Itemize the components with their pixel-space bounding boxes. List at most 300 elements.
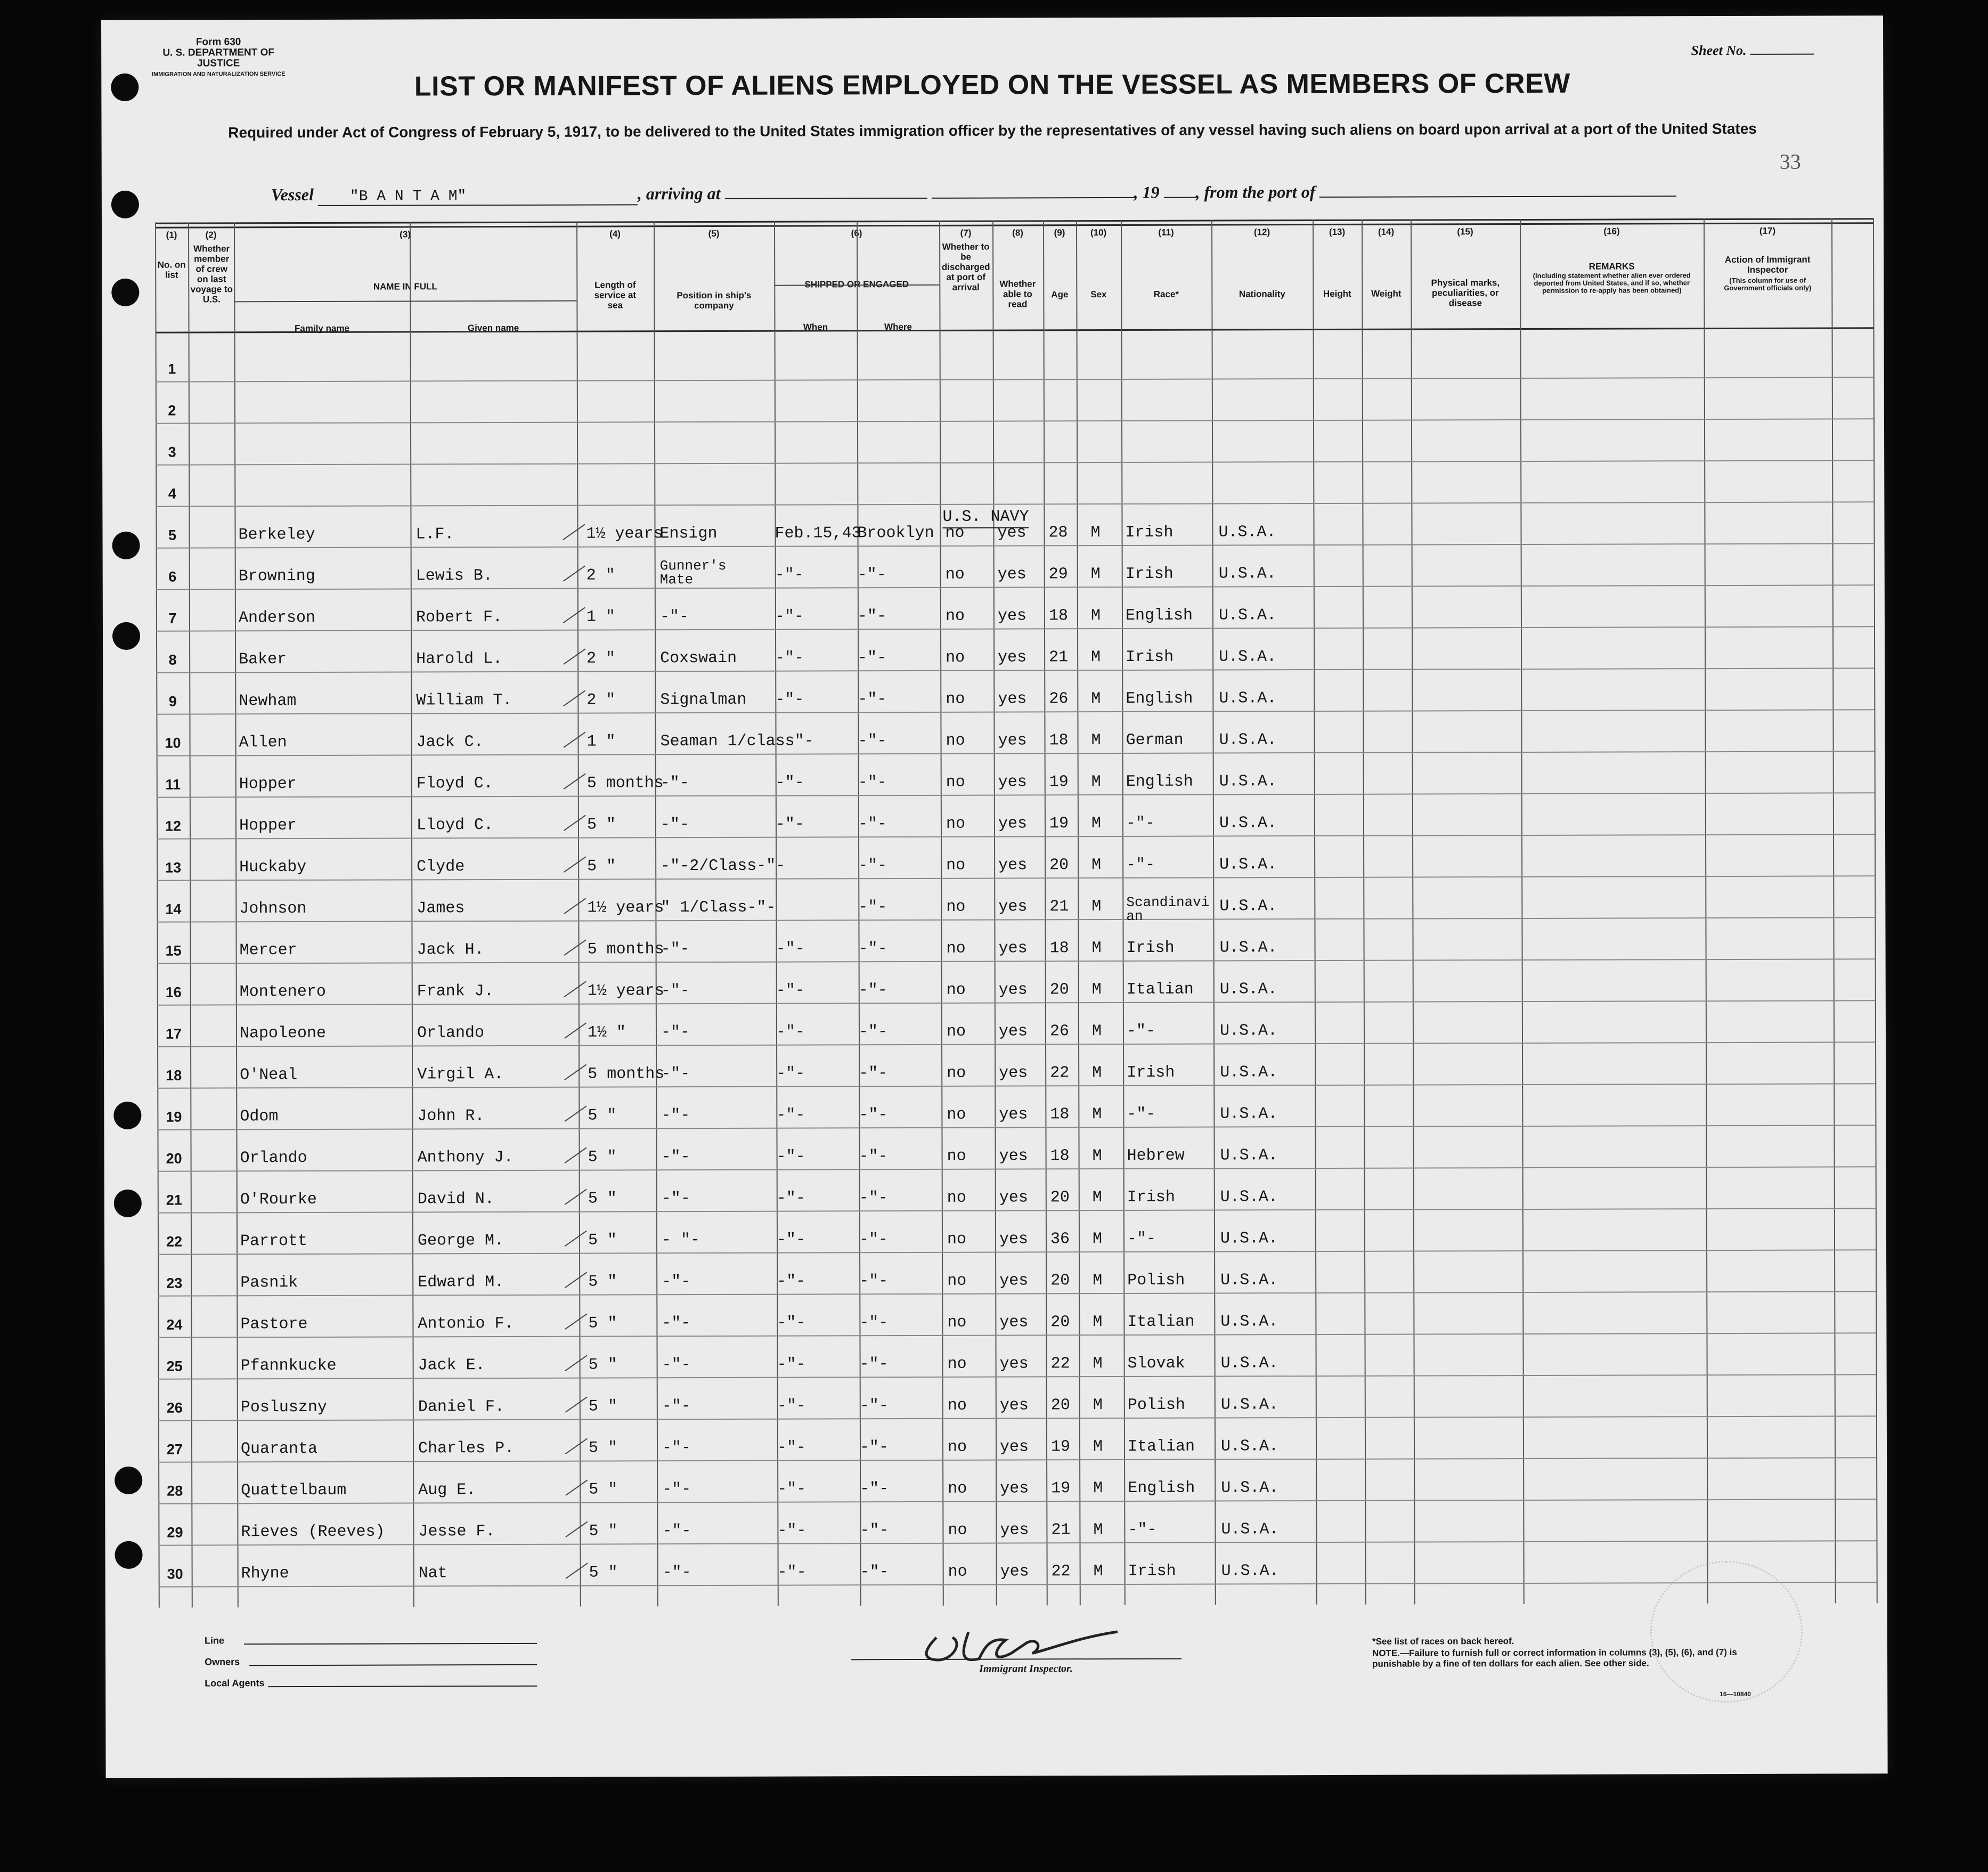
cell-given-name: Robert F. [415,608,503,627]
row-number: 27 [166,1441,183,1458]
cell-shipped-where: -"- [860,1480,889,1499]
from-port-field [1319,196,1676,198]
table-row-rule [156,460,1873,465]
cell-nationality: U.S.A. [1221,1562,1279,1581]
cell-able-to-read: yes [999,1272,1029,1290]
table-row-rule [158,1374,1876,1379]
cell-family-name: Montenero [239,982,326,1002]
cell-sex: M [1092,1189,1102,1207]
table-column-rule [992,221,997,1606]
cell-race: Irish [1127,1188,1175,1207]
cell-discharged: no [947,1064,966,1082]
cell-shipped-where: -"- [859,1355,889,1374]
cell-family-name: Mercer [239,941,297,960]
row-number: 23 [166,1275,183,1291]
cell-shipped-where: -"- [858,940,887,958]
cell-family-name: Pasnik [240,1274,298,1292]
cell-given-name: Jack H. [417,941,484,959]
table-column-rule [1831,218,1836,1603]
cell-race: Polish [1127,1396,1185,1414]
cell-sex: M [1091,773,1101,792]
column-header-length-of-service: Length of service at sea [594,280,637,311]
cell-shipped-where: -"- [859,1314,889,1332]
row-number: 30 [167,1566,183,1582]
row-number: 16 [165,984,182,1000]
cell-shipped-where: -"- [859,1147,888,1166]
column-header-race: Race* [1153,289,1179,299]
cell-age: 29 [1048,565,1068,584]
cell-race: Slovak [1127,1354,1185,1373]
cell-able-to-read: yes [998,898,1028,916]
form-number: Form 630 [195,36,241,48]
cell-nationality: U.S.A. [1220,1271,1278,1290]
crew-manifest-table [155,218,1877,1607]
cell-family-name: Parrott [240,1232,308,1251]
cell-able-to-read: yes [998,731,1027,750]
cell-age: 21 [1049,898,1069,916]
cell-race: Irish [1128,1562,1176,1581]
cell-shipped-where: -"- [859,1064,888,1083]
cell-age: 28 [1048,524,1068,542]
cell-position: -"- [662,1522,691,1541]
check-mark [565,1355,588,1371]
cell-age: 18 [1050,1105,1070,1124]
column-header-remarks: REMARKS [1588,261,1635,272]
cell-shipped-when: -"- [776,940,805,958]
cell-race: -"- [1126,1022,1156,1040]
cell-able-to-read: yes [998,1022,1028,1041]
arriving-label: , arriving at [637,183,721,204]
table-row-rule [156,584,1874,590]
cell-shipped-when: -"- [775,607,804,626]
cell-length-of-service: 5 " [589,1564,618,1582]
vessel-line [271,181,1677,206]
cell-length-of-service: 5 months [588,1065,665,1084]
row-number: 17 [165,1025,182,1042]
table-row-rule [157,1041,1875,1047]
sheet-number-label: Sheet No. [1691,42,1747,59]
table-column-rule [1520,219,1525,1604]
punch-hole [113,1102,141,1129]
cell-race: Irish [1125,565,1174,583]
cell-age: 19 [1051,1479,1071,1498]
cell-position: -"- [661,1106,690,1125]
cell-nationality: U.S.A. [1220,1188,1278,1207]
cell-nationality: U.S.A. [1220,1396,1278,1414]
cell-position: -"- [662,1273,691,1291]
cell-position: -"- [662,1480,691,1499]
cell-position: Gunner's Mate [659,557,727,588]
page-stamp-number: 33 [1779,149,1801,174]
cell-length-of-service: 1½ years [587,899,664,917]
cell-shipped-when: -"- [775,690,804,709]
punch-hole [111,279,139,306]
cell-sex: M [1091,648,1101,667]
cell-shipped-when: -"- [776,1231,806,1249]
cell-discharged: no [947,1313,967,1332]
cell-race: English [1126,772,1193,791]
cell-race: -"- [1126,856,1155,874]
cell-sex: M [1093,1313,1103,1332]
cell-length-of-service: 1½ years [587,982,664,1000]
cell-nationality: U.S.A. [1220,1105,1278,1124]
cell-family-name: Quaranta [240,1439,318,1459]
check-mark [565,1272,587,1288]
cell-able-to-read: yes [998,856,1028,875]
check-mark [566,1562,588,1578]
cell-race: Italian [1126,980,1194,999]
column-header-weight: Weight [1371,288,1402,299]
row-number: 1 [168,361,176,377]
check-mark [565,1521,588,1537]
cell-sex: M [1093,1479,1103,1498]
cell-able-to-read: yes [998,648,1027,667]
cell-nationality: U.S.A. [1220,1313,1278,1331]
cell-discharged: no [946,856,966,875]
cell-shipped-where: -"- [858,815,887,834]
column-header-no-on-list: No. on list [157,259,186,280]
cell-able-to-read: yes [1000,1521,1029,1540]
row-number: 26 [166,1399,183,1416]
cell-shipped-when: -"- [777,1397,806,1415]
table-row-rule [156,709,1874,714]
column-header-able-to-read: Whether able to read [999,279,1036,310]
cell-given-name: Virgil A. [417,1065,504,1084]
cell-family-name: Anderson [238,608,316,628]
cell-able-to-read: yes [998,690,1027,709]
column-header-height: Height [1323,288,1351,299]
cell-discharged: no [945,607,965,625]
race-note: *See list of races on back hereof. [1372,1636,1514,1647]
check-mark [564,815,586,831]
cell-family-name: Huckaby [239,858,307,877]
row-number: 8 [168,652,177,668]
table-column-rule [1076,220,1081,1605]
cell-nationality: U.S.A. [1219,689,1277,708]
cell-discharged: no [946,690,965,709]
table-row-rule [157,1083,1875,1088]
cell-position: -"- [659,608,689,626]
check-mark [563,565,585,581]
cell-family-name: Rieves (Reeves) [241,1523,385,1542]
row-number: 6 [168,568,177,585]
cell-sex: M [1091,731,1101,750]
column-number: (17) [1759,225,1776,236]
cell-discharged: no [948,1479,967,1498]
cell-given-name: William T. [416,691,512,710]
cell-able-to-read: yes [998,981,1028,999]
cell-age: 20 [1050,1313,1070,1332]
table-row-rule [156,377,1873,382]
punch-hole [112,622,140,650]
table-row-rule [157,958,1875,964]
table-column-rule [1873,218,1878,1603]
table-row-rule [159,1582,1877,1587]
row-number: 7 [168,610,177,626]
cell-given-name: George M. [417,1232,504,1250]
cell-age: 21 [1051,1521,1071,1540]
column-number: (6) [851,228,862,239]
cell-length-of-service: 5 " [589,1480,618,1499]
cell-shipped-when: -"- [777,1563,806,1582]
cell-position: - "- [661,1231,700,1250]
cell-race: Polish [1127,1271,1185,1290]
table-row-rule [156,626,1874,631]
document-subtitle: Required under Act of Congress of February 5, 1917, to be delivered to the United States immigration officer by the representatives of any vessel having such aliens on board upon arrival at a port of the United States [228,120,1757,141]
manifest-sheet [101,15,1888,1778]
cell-sex: M [1091,1022,1102,1041]
cell-discharged: no [947,1230,967,1249]
cell-position: -"- [661,1190,690,1208]
cell-race: German [1126,731,1184,750]
cell-sex: M [1091,939,1102,958]
cell-sex: M [1091,981,1102,999]
cell-family-name: Odom [240,1108,279,1126]
arriving-at-field [724,198,927,199]
cell-shipped-when: -"- [777,1355,806,1374]
cell-shipped-where: -"- [858,981,887,1000]
cell-sex: M [1092,1147,1102,1166]
cell-discharged: no [946,773,965,792]
check-mark [565,1230,587,1246]
cell-position: -"-2/Class-"- [661,857,786,876]
table-column-rule [576,222,581,1607]
cell-race: Italian [1127,1313,1195,1331]
cell-length-of-service: 2 " [586,649,616,668]
column-number: (8) [1012,227,1023,238]
cell-length-of-service: 5 " [589,1522,618,1541]
check-mark [564,773,586,789]
department-name: U. S. DEPARTMENT OF JUSTICE [162,47,275,69]
cell-race: Scandinavian [1126,894,1210,924]
cell-discharged: no [947,1396,967,1415]
cell-family-name: O'Neal [240,1066,298,1085]
column-number: (2) [205,230,217,240]
cell-given-name: Antonio F. [418,1314,514,1333]
cell-nationality: U.S.A. [1220,1437,1279,1456]
cell-age: 18 [1049,731,1069,750]
cell-nationality: U.S.A. [1221,1520,1279,1539]
cell-length-of-service: 5 months [587,940,664,959]
cell-length-of-service: 2 " [586,691,616,710]
table-column-rule [1121,220,1126,1605]
check-mark [564,1064,586,1080]
cell-position: " 1/Class-"- [661,898,776,917]
cell-age: 19 [1050,1438,1071,1456]
column-number: (14) [1378,226,1395,237]
subheader-rule [234,300,576,303]
table-row-rule [157,1125,1875,1130]
cell-position: Coxswain [660,649,737,668]
cell-length-of-service: 5 " [587,857,616,876]
cell-able-to-read: yes [997,607,1026,625]
cell-given-name: Edward M. [418,1273,504,1292]
cell-age: 20 [1049,981,1069,999]
cell-family-name: Quattelbaum [241,1481,347,1500]
check-mark [565,1438,588,1454]
cell-length-of-service: 5 " [588,1273,617,1291]
column-header-inspector-action: Action of Immigrant Inspector [1724,254,1811,275]
cell-sex: M [1092,1064,1102,1082]
cell-given-name: Frank J. [417,982,494,1001]
cell-age: 20 [1050,1396,1070,1415]
row-number: 24 [166,1316,183,1333]
cell-shipped-when: Feb.15,43 [775,524,861,543]
cell-sex: M [1092,1105,1102,1124]
cell-nationality: U.S.A. [1218,523,1276,542]
year-field [1163,197,1195,198]
cell-able-to-read: yes [999,1147,1028,1166]
cell-shipped-where: -"- [858,1023,888,1041]
cell-race: -"- [1127,1105,1156,1124]
local-agents-label: Local Agents [205,1678,265,1689]
cell-sex: M [1093,1272,1103,1290]
cell-discharged: no [946,1022,966,1041]
row-number: 12 [165,818,182,834]
cell-nationality: U.S.A. [1219,772,1277,791]
check-mark [563,690,585,706]
cell-shipped-where: -"- [858,690,887,709]
cell-discharged: no [946,815,966,833]
column-header-position: Position in ship's company [677,290,752,311]
owners-field [249,1664,537,1666]
cell-race: -"- [1126,814,1155,833]
cell-given-name: Orlando [417,1024,485,1043]
cell-sex: M [1091,815,1102,833]
column-subheader-when: When [803,322,828,332]
cell-sex: M [1093,1438,1103,1456]
cell-able-to-read: yes [998,773,1027,792]
cell-sex: M [1093,1521,1103,1540]
punch-hole [115,1541,142,1569]
cell-shipped-when: -"- [775,649,804,668]
punch-hole [114,1190,142,1217]
column-number: (1) [166,230,177,240]
vessel-label: Vessel [271,184,314,205]
check-mark [565,1147,587,1163]
check-mark [563,648,585,664]
cell-length-of-service: 5 months [586,774,664,793]
cell-discharged: no [946,939,966,958]
cell-shipped-where: -"- [859,1397,889,1415]
check-mark [564,731,586,747]
cell-able-to-read: yes [997,524,1026,542]
cell-position: Signalman [660,690,747,710]
cell-shipped-where: -"- [858,898,887,917]
cell-family-name: Rhyne [241,1565,289,1583]
cell-nationality: U.S.A. [1219,980,1277,999]
column-header-discharged: Whether to be discharged at port of arrival [941,241,990,292]
cell-discharged: no [946,648,965,667]
cell-race: Irish [1127,1063,1175,1082]
row-number: 22 [166,1233,183,1250]
check-mark [564,856,586,872]
cell-shipped-where: -"- [858,649,887,668]
table-column-rule [1411,219,1415,1605]
row-number: 2 [168,402,176,419]
cell-race: Irish [1126,648,1174,666]
cell-discharged: no [947,1438,967,1456]
line-label: Line [204,1635,225,1646]
cell-given-name: John R. [417,1107,485,1126]
cell-family-name: Baker [239,650,287,669]
table-row-rule [157,875,1875,881]
table-row-rule [156,543,1874,548]
cell-given-name: Floyd C. [416,775,493,793]
cell-nationality: U.S.A. [1219,731,1277,750]
column-number: (10) [1090,227,1107,238]
cell-given-name: Nat [418,1564,447,1583]
cell-race: Irish [1126,939,1175,957]
sheet-number-field [1691,43,1814,59]
cell-nationality: U.S.A. [1219,648,1277,666]
column-number: (7) [960,227,972,238]
sheet-number-blank [1750,54,1814,55]
cell-length-of-service: 5 " [588,1190,617,1208]
cell-position: -"- [661,1065,690,1084]
cell-family-name: Pfannkucke [240,1356,337,1375]
cell-family-name: Newham [239,692,297,711]
cell-family-name: Hopper [239,775,297,794]
cell-discharged: no [947,1105,966,1124]
table-row-rule [158,1249,1876,1255]
cell-race: Italian [1127,1437,1195,1456]
row-number: 21 [166,1192,182,1208]
cell-race: English [1128,1479,1195,1497]
check-mark [564,981,586,997]
cell-discharged: no [947,1355,967,1373]
check-mark [564,1022,586,1038]
cell-able-to-read: yes [1000,1562,1029,1581]
cell-given-name: Aug E. [418,1481,476,1500]
row-number: 3 [168,444,176,460]
cell-nationality: U.S.A. [1221,1479,1279,1497]
cell-shipped-when: -"- [776,1189,805,1208]
official-seal-stamp [1650,1561,1803,1703]
table-column-rule [1043,220,1048,1605]
cell-length-of-service: 5 " [588,1314,617,1333]
cell-race: Hebrew [1127,1146,1185,1165]
immigrant-inspector-label: Immigrant Inspector. [979,1663,1073,1675]
cell-sex: M [1092,1230,1103,1249]
us-navy-heading: U.S. NAVY [942,508,1029,528]
column-subheader-where: Where [884,322,912,332]
check-mark [563,524,585,540]
cell-race: -"- [1128,1520,1157,1539]
table-column-rule [1313,219,1317,1605]
cell-shipped-when: -"- [777,1438,806,1457]
cell-family-name: Hopper [239,817,297,835]
cell-family-name: O'Rourke [240,1190,317,1209]
cell-given-name: Lloyd C. [416,816,494,835]
column-header-age: Age [1051,289,1069,300]
table-row-rule [158,1166,1876,1171]
arrival-date-field [931,197,1134,199]
cell-age: 19 [1049,773,1069,792]
cell-given-name: David N. [417,1190,494,1209]
column-header-last-voyage: Whether member of crew on last voyage to U.S. [190,243,233,305]
cell-length-of-service: 5 " [588,1231,617,1250]
column-number: (15) [1457,226,1473,237]
table-row-rule [158,1540,1876,1545]
cell-nationality: U.S.A. [1220,1354,1278,1373]
cell-shipped-where: -"- [857,566,886,584]
cell-shipped-when: -"- [777,1272,806,1291]
cell-shipped-when: -"- [776,981,805,1000]
cell-given-name: Anthony J. [417,1148,514,1167]
cell-discharged: no [947,1147,966,1166]
column-number: (16) [1603,226,1620,237]
